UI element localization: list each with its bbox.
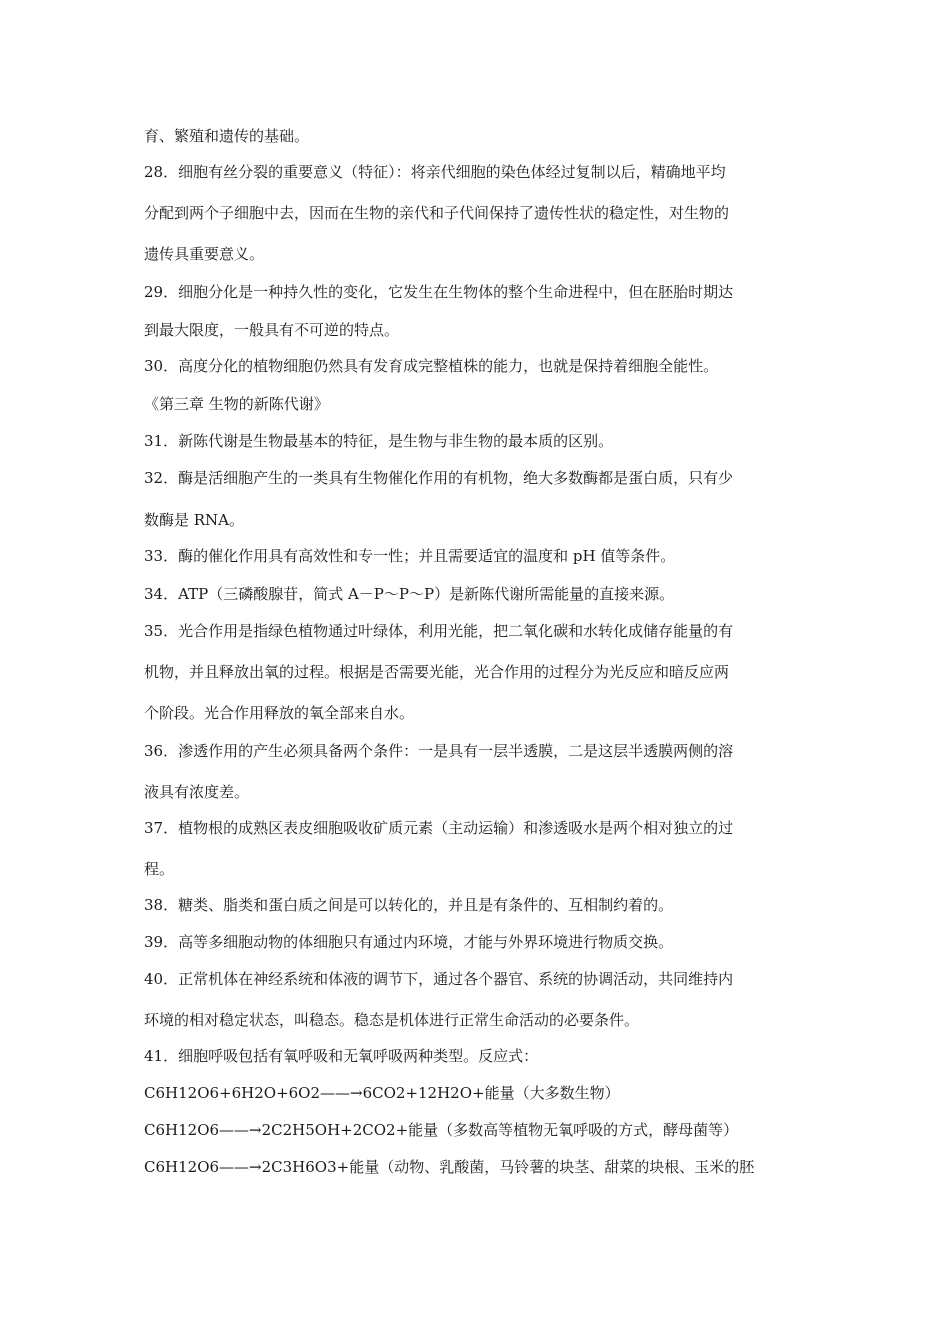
equation-line: C6H12O6——→2C3H6O3+能量（动物、乳酸菌，马铃薯的块茎、甜菜的块根、玉米的胚	[144, 1158, 755, 1176]
text-line: 环境的相对稳定状态，叫稳态。稳态是机体进行正常生命活动的必要条件。	[144, 1011, 640, 1029]
text-line: 28．细胞有丝分裂的重要意义（特征）：将亲代细胞的染色体经过复制以后，精确地平均	[144, 163, 726, 181]
equation-line: C6H12O6——→2C2H5OH+2CO2+能量（多数高等植物无氧呼吸的方式，酵母菌等）	[144, 1121, 739, 1139]
text-line: 32．酶是活细胞产生的一类具有生物催化作用的有机物，绝大多数酶都是蛋白质，只有少	[144, 469, 734, 487]
text-line: 个阶段。光合作用释放的氧全部来自水。	[144, 704, 415, 722]
text-line: 31．新陈代谢是生物最基本的特征，是生物与非生物的最本质的区别。	[144, 432, 614, 450]
text-line: 机物，并且释放出氧的过程。根据是否需要光能，光合作用的过程分为光反应和暗反应两	[144, 663, 730, 681]
text-line: 育、繁殖和遗传的基础。	[144, 127, 310, 145]
text-line: 分配到两个子细胞中去，因而在生物的亲代和子代间保持了遗传性状的稳定性，对生物的	[144, 204, 730, 222]
text-line: 33．酶的催化作用具有高效性和专一性；并且需要适宜的温度和 pH 值等条件。	[144, 547, 676, 565]
text-line: 程。	[144, 860, 175, 878]
text-line: 41．细胞呼吸包括有氧呼吸和无氧呼吸两种类型。反应式：	[144, 1047, 539, 1065]
text-line: 35．光合作用是指绿色植物通过叶绿体，利用光能，把二氧化碳和水转化成储存能量的有	[144, 622, 734, 640]
text-line: 40．正常机体在神经系统和体液的调节下，通过各个器官、系统的协调活动，共同维持内	[144, 970, 734, 988]
text-line: 29．细胞分化是一种持久性的变化，它发生在生物体的整个生命进程中，但在胚胎时期达	[144, 283, 734, 301]
text-line: 遗传具重要意义。	[144, 245, 265, 263]
chapter-heading: 《第三章 生物的新陈代谢》	[144, 395, 329, 413]
text-line: 37．植物根的成熟区表皮细胞吸收矿质元素（主动运输）和渗透吸水是两个相对独立的过	[144, 819, 734, 837]
text-line: 36．渗透作用的产生必须具备两个条件：一是具有一层半透膜，二是这层半透膜两侧的溶	[144, 742, 734, 760]
equation-line: C6H12O6+6H2O+6O2——→6CO2+12H2O+能量（大多数生物）	[144, 1084, 620, 1102]
text-line: 34．ATP（三磷酸腺苷，简式 A－P～P～P）是新陈代谢所需能量的直接来源。	[144, 585, 675, 603]
text-line: 38．糖类、脂类和蛋白质之间是可以转化的，并且是有条件的、互相制约着的。	[144, 896, 674, 914]
text-line: 30．高度分化的植物细胞仍然具有发育成完整植株的能力，也就是保持着细胞全能性。	[144, 357, 719, 375]
text-line: 到最大限度，一般具有不可逆的特点。	[144, 321, 400, 339]
text-line: 液具有浓度差。	[144, 783, 250, 801]
text-line: 39．高等多细胞动物的体细胞只有通过内环境，才能与外界环境进行物质交换。	[144, 933, 674, 951]
text-line: 数酶是 RNA。	[144, 511, 245, 529]
